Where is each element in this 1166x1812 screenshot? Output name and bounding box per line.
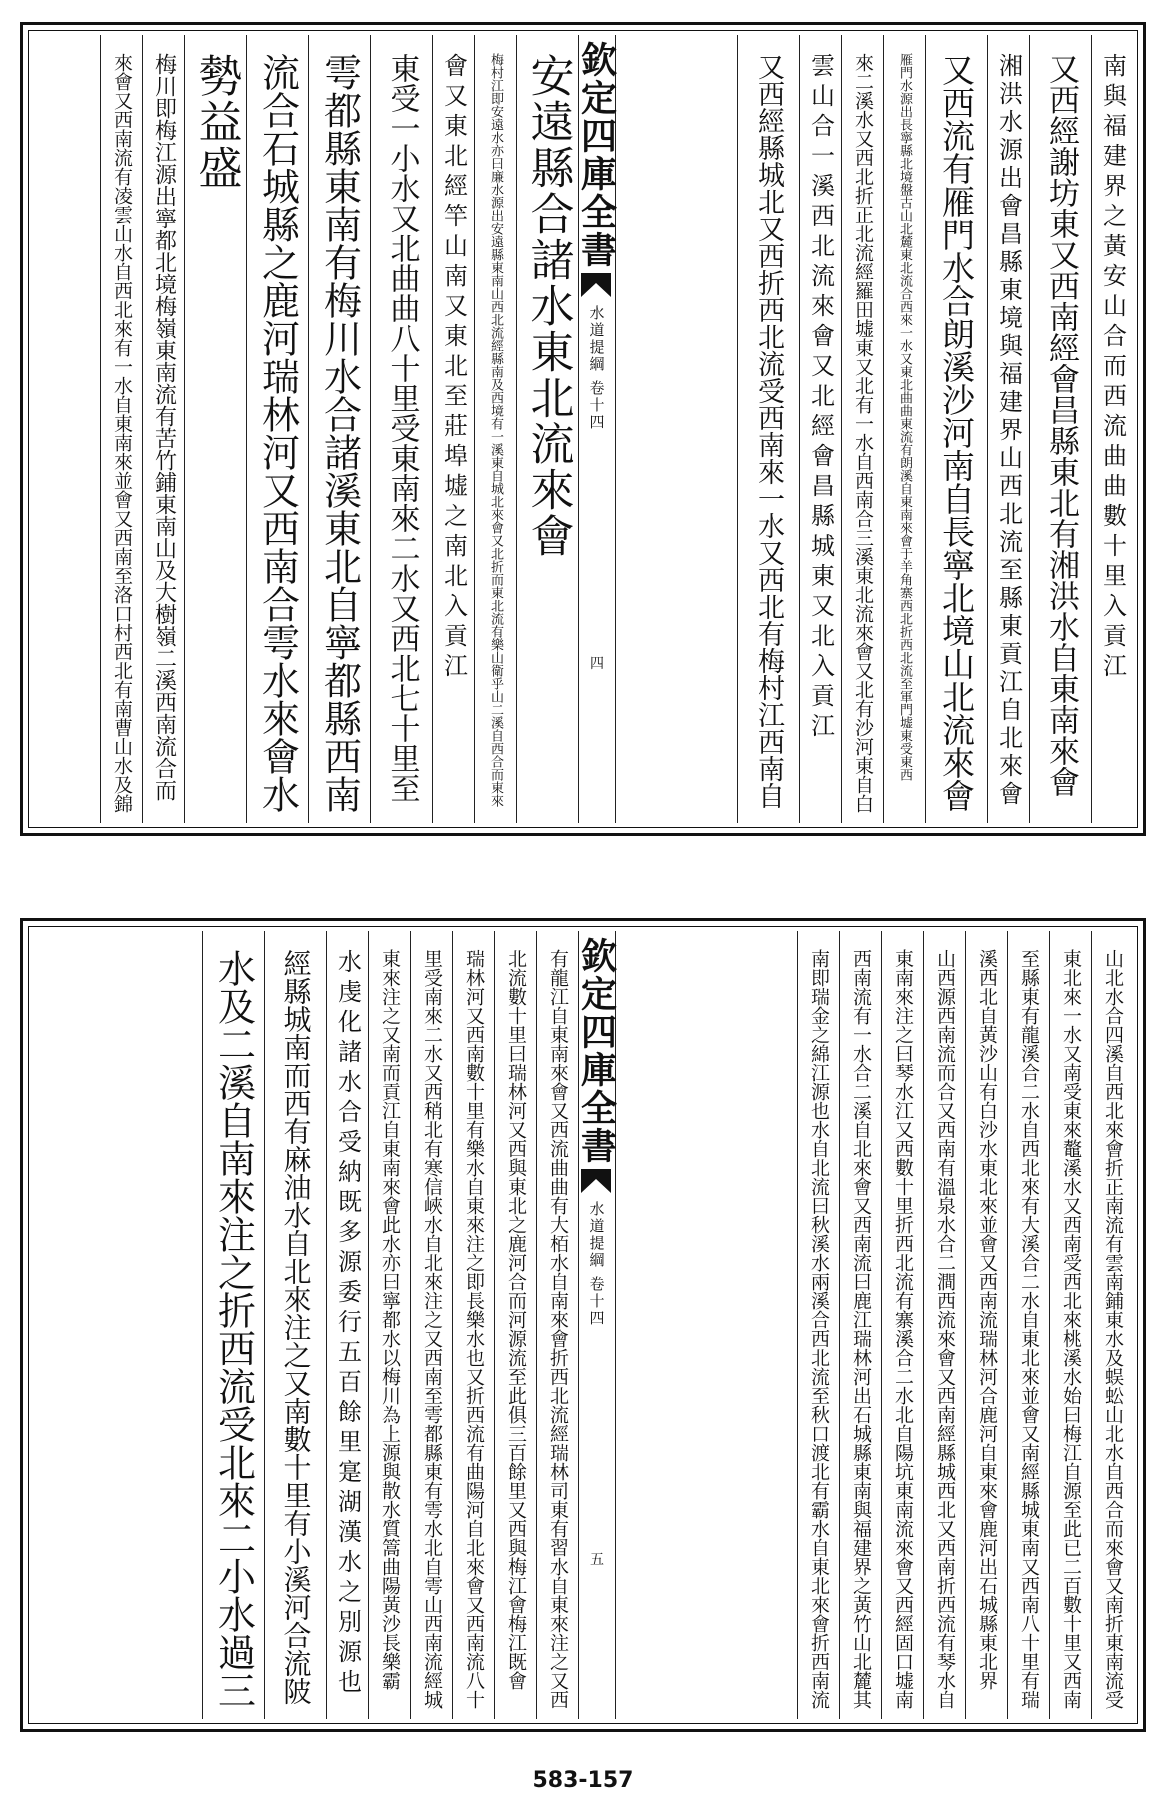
column-text: 至縣東有龍溪合二水自西北來有大溪合二水自東北來並會又南經縣城東南又西南八十里有瑞 <box>1018 949 1040 1709</box>
column-text: 梅川即梅江源出寧都北境梅嶺東南流有苦竹鋪東南山及大樹嶺二溪西南流合而 <box>151 53 177 801</box>
column-text: 東南來注之曰琴水江又西數十里折西北流有寨溪合二水北自陽坑東南流來會又西經固口墟南 <box>892 949 914 1709</box>
column-text: 流合石城縣之鹿河瑞林河又西南合雩水來會水 <box>255 53 300 813</box>
column-text: 又西經謝坊東又西南經會昌縣東北有湘洪水自東南來會 <box>1043 53 1079 797</box>
chapter-label: 水道提綱 卷十四 <box>587 1201 606 1327</box>
page-bottom-right-half <box>588 931 1133 1719</box>
page-bottom <box>20 918 1146 1732</box>
text-column <box>308 35 370 823</box>
text-column <box>516 35 578 823</box>
text-column <box>246 35 308 823</box>
column-text: 瑞林河又西南數十里有樂水自東來注之即長樂水也又折西流有曲陽河自北來會又西南流八十 <box>463 949 485 1709</box>
text-column <box>797 931 839 1719</box>
column-text: 雲山合一溪西北流來會又北經會昌縣城東又北入貢江 <box>806 53 835 743</box>
page-top-right-half <box>588 35 1133 823</box>
text-column <box>881 931 923 1719</box>
column-text: 勢益盛 <box>190 53 242 191</box>
text-column <box>326 931 368 1719</box>
text-column <box>987 35 1029 823</box>
text-column <box>494 931 536 1719</box>
column-text: 雩都縣東南有梅川水合諸溪東北自寧都縣西南 <box>317 53 362 813</box>
page-top-left-half <box>33 35 578 823</box>
page-top <box>20 22 1146 836</box>
column-text: 山北水合四溪自西北來會折正南流有雲南鋪東水及蜈蚣山北水自西合而來會又南折東南流受 <box>1102 949 1124 1709</box>
column-text: 又西流有雁門水合朗溪沙河南自長寧北境山北流來會 <box>937 53 976 812</box>
page-bottom-left-half <box>33 931 578 1719</box>
text-column <box>799 35 841 823</box>
column-text: 又西經縣城北又西折西北流受西南來一水又西北有梅村江西南自 <box>753 53 784 809</box>
text-column <box>410 931 452 1719</box>
text-column <box>1091 931 1133 1719</box>
text-column <box>202 931 264 1719</box>
text-column <box>839 931 881 1719</box>
column-text: 南與福建界之黃安山合而西流曲曲數十里入貢江 <box>1098 53 1127 683</box>
book-title: 欽定四庫全書 <box>575 41 618 269</box>
column-text: 經縣城南而西有麻油水自北來注之又南數十里有小溪河合流陂 <box>279 949 313 1705</box>
text-column <box>841 35 883 823</box>
column-text: 里受南來二水又西稍北有寒信峽水自北來注之又西南至雩都縣東有雩水北自雩山西南流經城 <box>421 949 443 1709</box>
text-column <box>368 931 410 1719</box>
column-text: 雁門水源出長寧縣北境盤古山北麓東北流合西來一水又東北曲曲東流有朗溪自東南來會于羊角寨西北折西北流至軍門墟東受東西 <box>897 53 912 781</box>
center-margin-bottom <box>575 931 618 1719</box>
text-column <box>1029 35 1091 823</box>
column-text: 湘洪水源出會昌縣東境與福建界山西北流至縣東貢江自北來會 <box>994 53 1023 809</box>
footer-page-number: 583-157 <box>532 1768 634 1793</box>
column-text: 來二溪水又西北折正北流經羅田墟東又北有一水自西南合三溪東北流來會又北有沙河東自白 <box>852 53 874 813</box>
text-column <box>452 931 494 1719</box>
text-column <box>264 931 326 1719</box>
column-text: 東受一小水又北曲曲八十里受東南來二水又西北七十里至 <box>384 53 420 803</box>
text-column <box>1007 931 1049 1719</box>
text-column <box>142 35 184 823</box>
column-text: 東來注之又南而貢江自東南來會此水亦曰寧都水以梅川為上源與散水質篙曲陽黃沙長樂霸 <box>379 949 401 1690</box>
column-text: 水及二溪自南來注之折西流受北來二小水過三 <box>211 949 256 1709</box>
text-column <box>100 35 142 823</box>
text-column <box>923 931 965 1719</box>
chapter-label: 水道提綱 卷十四 <box>587 305 606 431</box>
column-text: 東北來一水又南受東來鼇溪水又西南受西北來桃溪水始曰梅江自源至此已二百數十里又西南 <box>1060 949 1082 1709</box>
page-number: 四 <box>590 656 604 672</box>
fishtail-ornament-icon <box>581 1169 611 1193</box>
column-text: 南即瑞金之綿江源也水自北流曰秋溪水兩溪合西北流至秋口渡北有霸水自東北來會折西南流 <box>808 949 830 1709</box>
text-column <box>184 35 246 823</box>
column-text: 北流數十里曰瑞林河又西與東北之鹿河合而河源流至此俱三百餘里又西與梅江會梅江既會 <box>505 949 527 1690</box>
text-column <box>370 35 432 823</box>
column-text: 安遠縣合諸水東北流來會 <box>522 53 574 559</box>
center-margin-top <box>575 35 618 823</box>
text-column <box>474 35 516 823</box>
fishtail-ornament-icon <box>581 273 611 297</box>
text-column <box>1049 931 1091 1719</box>
text-column <box>883 35 925 823</box>
text-column <box>965 931 1007 1719</box>
text-column <box>1091 35 1133 823</box>
text-column <box>432 35 474 823</box>
column-text: 水虔化諸水合受納既多源委行五百餘里寔湖漢水之別源也 <box>333 949 362 1699</box>
column-text: 來會又西南流有凌雲山水自西北來有一水自東南來並會又西南至洛口村西北有南曹山水及錦 <box>111 53 133 813</box>
column-text: 西南流有一水合二溪自北來會又西南流曰鹿江瑞林河出石城縣東南與福建界之黃竹山北麓其 <box>850 949 872 1709</box>
book-title: 欽定四庫全書 <box>575 937 618 1165</box>
text-column <box>925 35 987 823</box>
column-text: 會又東北經竿山南又東北至莊埠墟之南北入貢江 <box>439 53 468 683</box>
text-column <box>536 931 578 1719</box>
column-text: 有龍江自東南來會又西流曲曲有大栢水自南來會折西北流經瑞林司東有習水自東來注之又西 <box>547 949 569 1709</box>
column-text: 溪西北自黃沙山有白沙水東北來並會又西南流瑞林河合鹿河自東來會鹿河出石城縣東北界 <box>976 949 998 1690</box>
text-column <box>737 35 799 823</box>
page-number: 五 <box>590 1552 604 1568</box>
column-text: 梅村江即安遠水亦曰廉水源出安遠縣東南山西北流經縣南及西境有一溪東自城北來會又北折而東北流有樂山衛乎山二溪自西合而東來 <box>488 53 503 807</box>
column-text: 山西源西南流而合又西南有溫泉水合二澗西流來會又西南經縣城西北又西南折西流有琴水自 <box>934 949 956 1709</box>
